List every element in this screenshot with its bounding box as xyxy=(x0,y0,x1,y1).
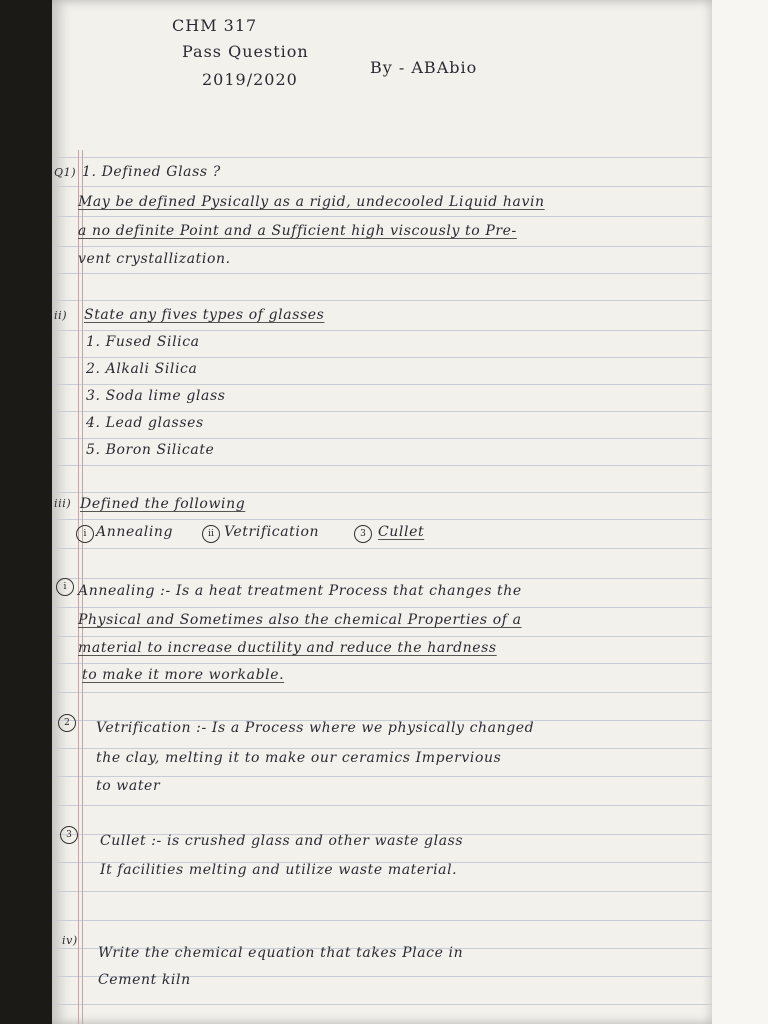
circled-number: 3 xyxy=(354,525,372,543)
header-year: 2019/2020 xyxy=(202,70,298,89)
definition-line: It facilities melting and utilize waste material. xyxy=(100,862,458,878)
circled-number: 3 xyxy=(60,826,78,844)
answer-line: vent crystallization. xyxy=(78,251,231,267)
question-number: Q1) xyxy=(54,166,77,179)
course-code: CHM 317 xyxy=(172,16,258,35)
answer-line: a no definite Point and a Sufficient high viscously to Pre- xyxy=(78,223,517,239)
definition-line: the clay, melting it to make our ceramics Impervious xyxy=(96,750,502,766)
part-label: Vetrification xyxy=(224,524,320,540)
notebook-page xyxy=(52,0,712,1024)
question-number: ii) xyxy=(54,309,68,322)
list-item: 3. Soda lime glass xyxy=(86,388,226,404)
question-2: State any fives types of glasses xyxy=(84,307,325,323)
part-label: Annealing xyxy=(96,524,174,540)
header-author: By - ABAbio xyxy=(370,58,478,77)
definition-line: Physical and Sometimes also the chemical Properties of a xyxy=(78,612,522,628)
circled-number: ii xyxy=(202,525,220,543)
definition-line: to water xyxy=(96,778,161,794)
circled-number: 2 xyxy=(58,714,76,732)
definition-line: Cullet :- is crushed glass and other waste glass xyxy=(100,833,464,849)
question-1: 1. Defined Glass ? xyxy=(82,164,221,180)
list-item: 4. Lead glasses xyxy=(86,415,204,431)
definition-line: material to increase ductility and reduce the hardness xyxy=(78,640,497,656)
circled-number: i xyxy=(56,578,74,596)
list-item: 5. Boron Silicate xyxy=(86,442,215,458)
background-strip xyxy=(712,0,768,1024)
list-item: 1. Fused Silica xyxy=(86,334,200,350)
definition-line: Vetrification :- Is a Process where we physically changed xyxy=(96,720,535,736)
definition-line: to make it more workable. xyxy=(82,667,285,683)
circled-number: i xyxy=(76,525,94,543)
question-number: iv) xyxy=(62,934,78,947)
answer-line: May be defined Pysically as a rigid, undecooled Liquid havin xyxy=(78,194,545,210)
list-item: 2. Alkali Silica xyxy=(86,361,198,377)
header-subtitle: Pass Question xyxy=(182,42,309,61)
part-label: Cullet xyxy=(378,524,425,540)
question-4-line: Cement kiln xyxy=(98,972,191,988)
question-number: iii) xyxy=(54,497,72,510)
definition-line: Annealing :- Is a heat treatment Process that changes the xyxy=(78,583,522,599)
question-4-line: Write the chemical equation that takes Place in xyxy=(98,945,464,961)
question-3: Defined the following xyxy=(80,496,246,512)
